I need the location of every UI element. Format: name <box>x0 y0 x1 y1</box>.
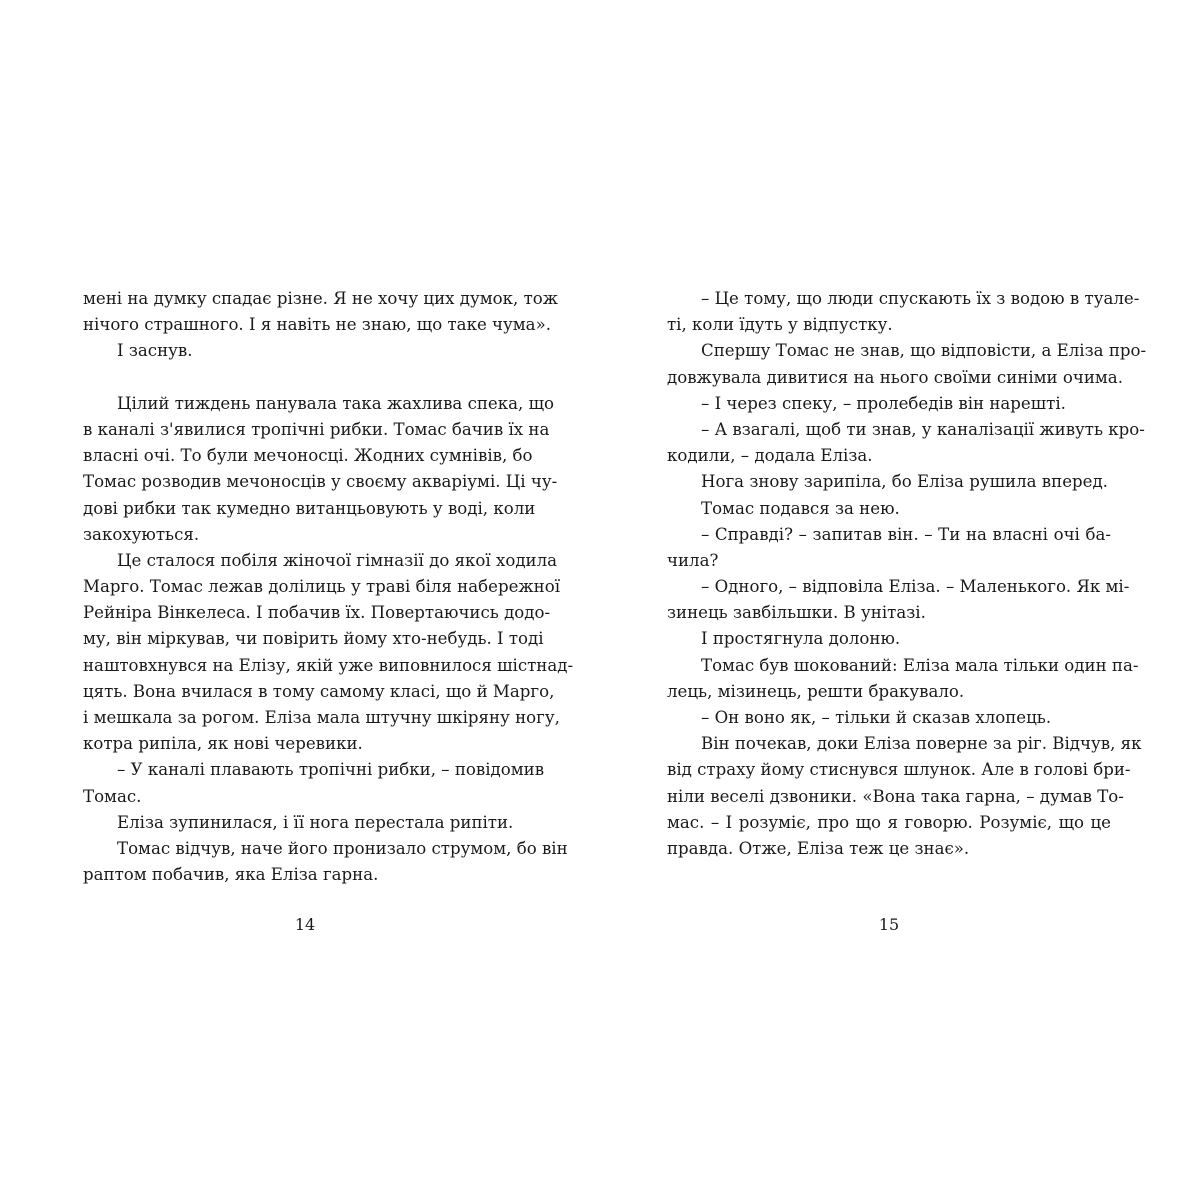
text-line: від страху йому стиснувся шлунок. Але в голові бри- <box>667 760 1131 780</box>
text-line: правда. Отже, Еліза теж це знає». <box>667 838 970 858</box>
text-line: му, він міркував, чи повірить йому хто-небудь. І тоді <box>83 629 544 649</box>
text-line: і мешкала за рогом. Еліза мала штучну шкіряну ногу, <box>83 708 560 727</box>
text-line: мені на думку спадає різне. Я не хочу цих думок, тож <box>83 289 559 308</box>
text-line: – Справді? – запитав він. – Ти на власні очі ба- <box>701 524 1111 544</box>
text-line: Томас відчув, наче його пронизало струмом, бо він <box>117 838 568 858</box>
text-line: Марго. Томас лежав долілиць у траві біля набережної <box>83 577 561 597</box>
text-line: наштовхнувся на Елізу, якій уже виповнилося шістнад- <box>83 655 574 675</box>
paragraph-break <box>83 365 527 391</box>
text-line: кодили, – додала Еліза. <box>667 446 873 466</box>
text-line: ніли веселі дзвоники. «Вона така гарна, – думав То- <box>667 786 1124 806</box>
text-line: цять. Вона вчилася в тому самому класі, що й Марго, <box>83 681 555 701</box>
text-line: – Це тому, що люди спускають їх з водою в туале- <box>701 289 1140 308</box>
text-line: І простягнула долоню. <box>701 629 901 649</box>
text-line: Томас розводив мечоносців у своєму акваріумі. Ці чу- <box>83 472 558 492</box>
text-line: дові рибки так кумедно витанцьовують у воді, коли <box>83 498 536 518</box>
text-line: Він почекав, доки Еліза поверне за ріг. Відчув, як <box>701 734 1142 754</box>
text-line: котра рипіла, як нові черевики. <box>83 734 363 754</box>
text-line: закохуються. <box>83 524 200 544</box>
text-line: Еліза зупинилася, і її нога перестала рипіти. <box>117 812 514 832</box>
text-line: Це сталося побіля жіночої гімназії до якої ходила <box>117 550 558 570</box>
text-line: – Одного, – відповіла Еліза. – Маленького. Як мі- <box>701 577 1130 597</box>
text-line: ті, коли їдуть у відпустку. <box>667 315 893 335</box>
text-line: І заснув. <box>117 341 193 361</box>
text-line: мас. – І розуміє, про що я говорю. Розуміє, що це <box>667 812 1111 832</box>
left-page-number: 14 <box>294 915 316 934</box>
text-line: Рейніра Вінкелеса. І побачив їх. Повертаючись додо- <box>83 603 551 623</box>
text-line: лець, мізинець, решти бракувало. <box>667 681 965 701</box>
text-line: Цілий тиждень панувала така жахлива спека, що <box>117 393 554 413</box>
text-line: – І через спеку, – пролебедів він нарешті. <box>701 393 1066 413</box>
text-line: Томас був шокований: Еліза мала тільки один па- <box>701 655 1139 675</box>
text-line: власні очі. То були мечоносці. Жодних сумнівів, бо <box>83 446 533 466</box>
text-line: раптом побачив, яка Еліза гарна. <box>83 865 379 885</box>
text-line: Томас. <box>83 786 142 806</box>
text-line: – Он воно як, – тільки й сказав хлопець. <box>701 708 1052 727</box>
text-line: Нога знову зарипіла, бо Еліза рушила вперед. <box>701 472 1108 492</box>
left-page <box>83 286 574 946</box>
right-page-text <box>667 286 1147 862</box>
left-page-text <box>83 286 574 888</box>
text-line: чила? <box>667 550 719 570</box>
text-line: нічого страшного. І я навіть не знаю, що таке чума». <box>83 315 551 335</box>
right-page-number: 15 <box>878 915 900 934</box>
text-line: зинець завбільшки. В унітазі. <box>667 603 926 623</box>
text-line: – А взагалі, щоб ти знав, у каналізації живуть кро- <box>701 419 1145 439</box>
text-line: Спершу Томас не знав, що відповісти, а Еліза про- <box>701 341 1147 361</box>
text-line: в каналі з'явилися тропічні рибки. Томас бачив їх на <box>83 419 550 439</box>
text-line: Томас подався за нею. <box>701 498 900 518</box>
right-page <box>667 286 1147 946</box>
text-line: – У каналі плавають тропічні рибки, – повідомив <box>117 760 545 780</box>
text-line: довжувала дивитися на нього своїми синіми очима. <box>667 367 1123 387</box>
